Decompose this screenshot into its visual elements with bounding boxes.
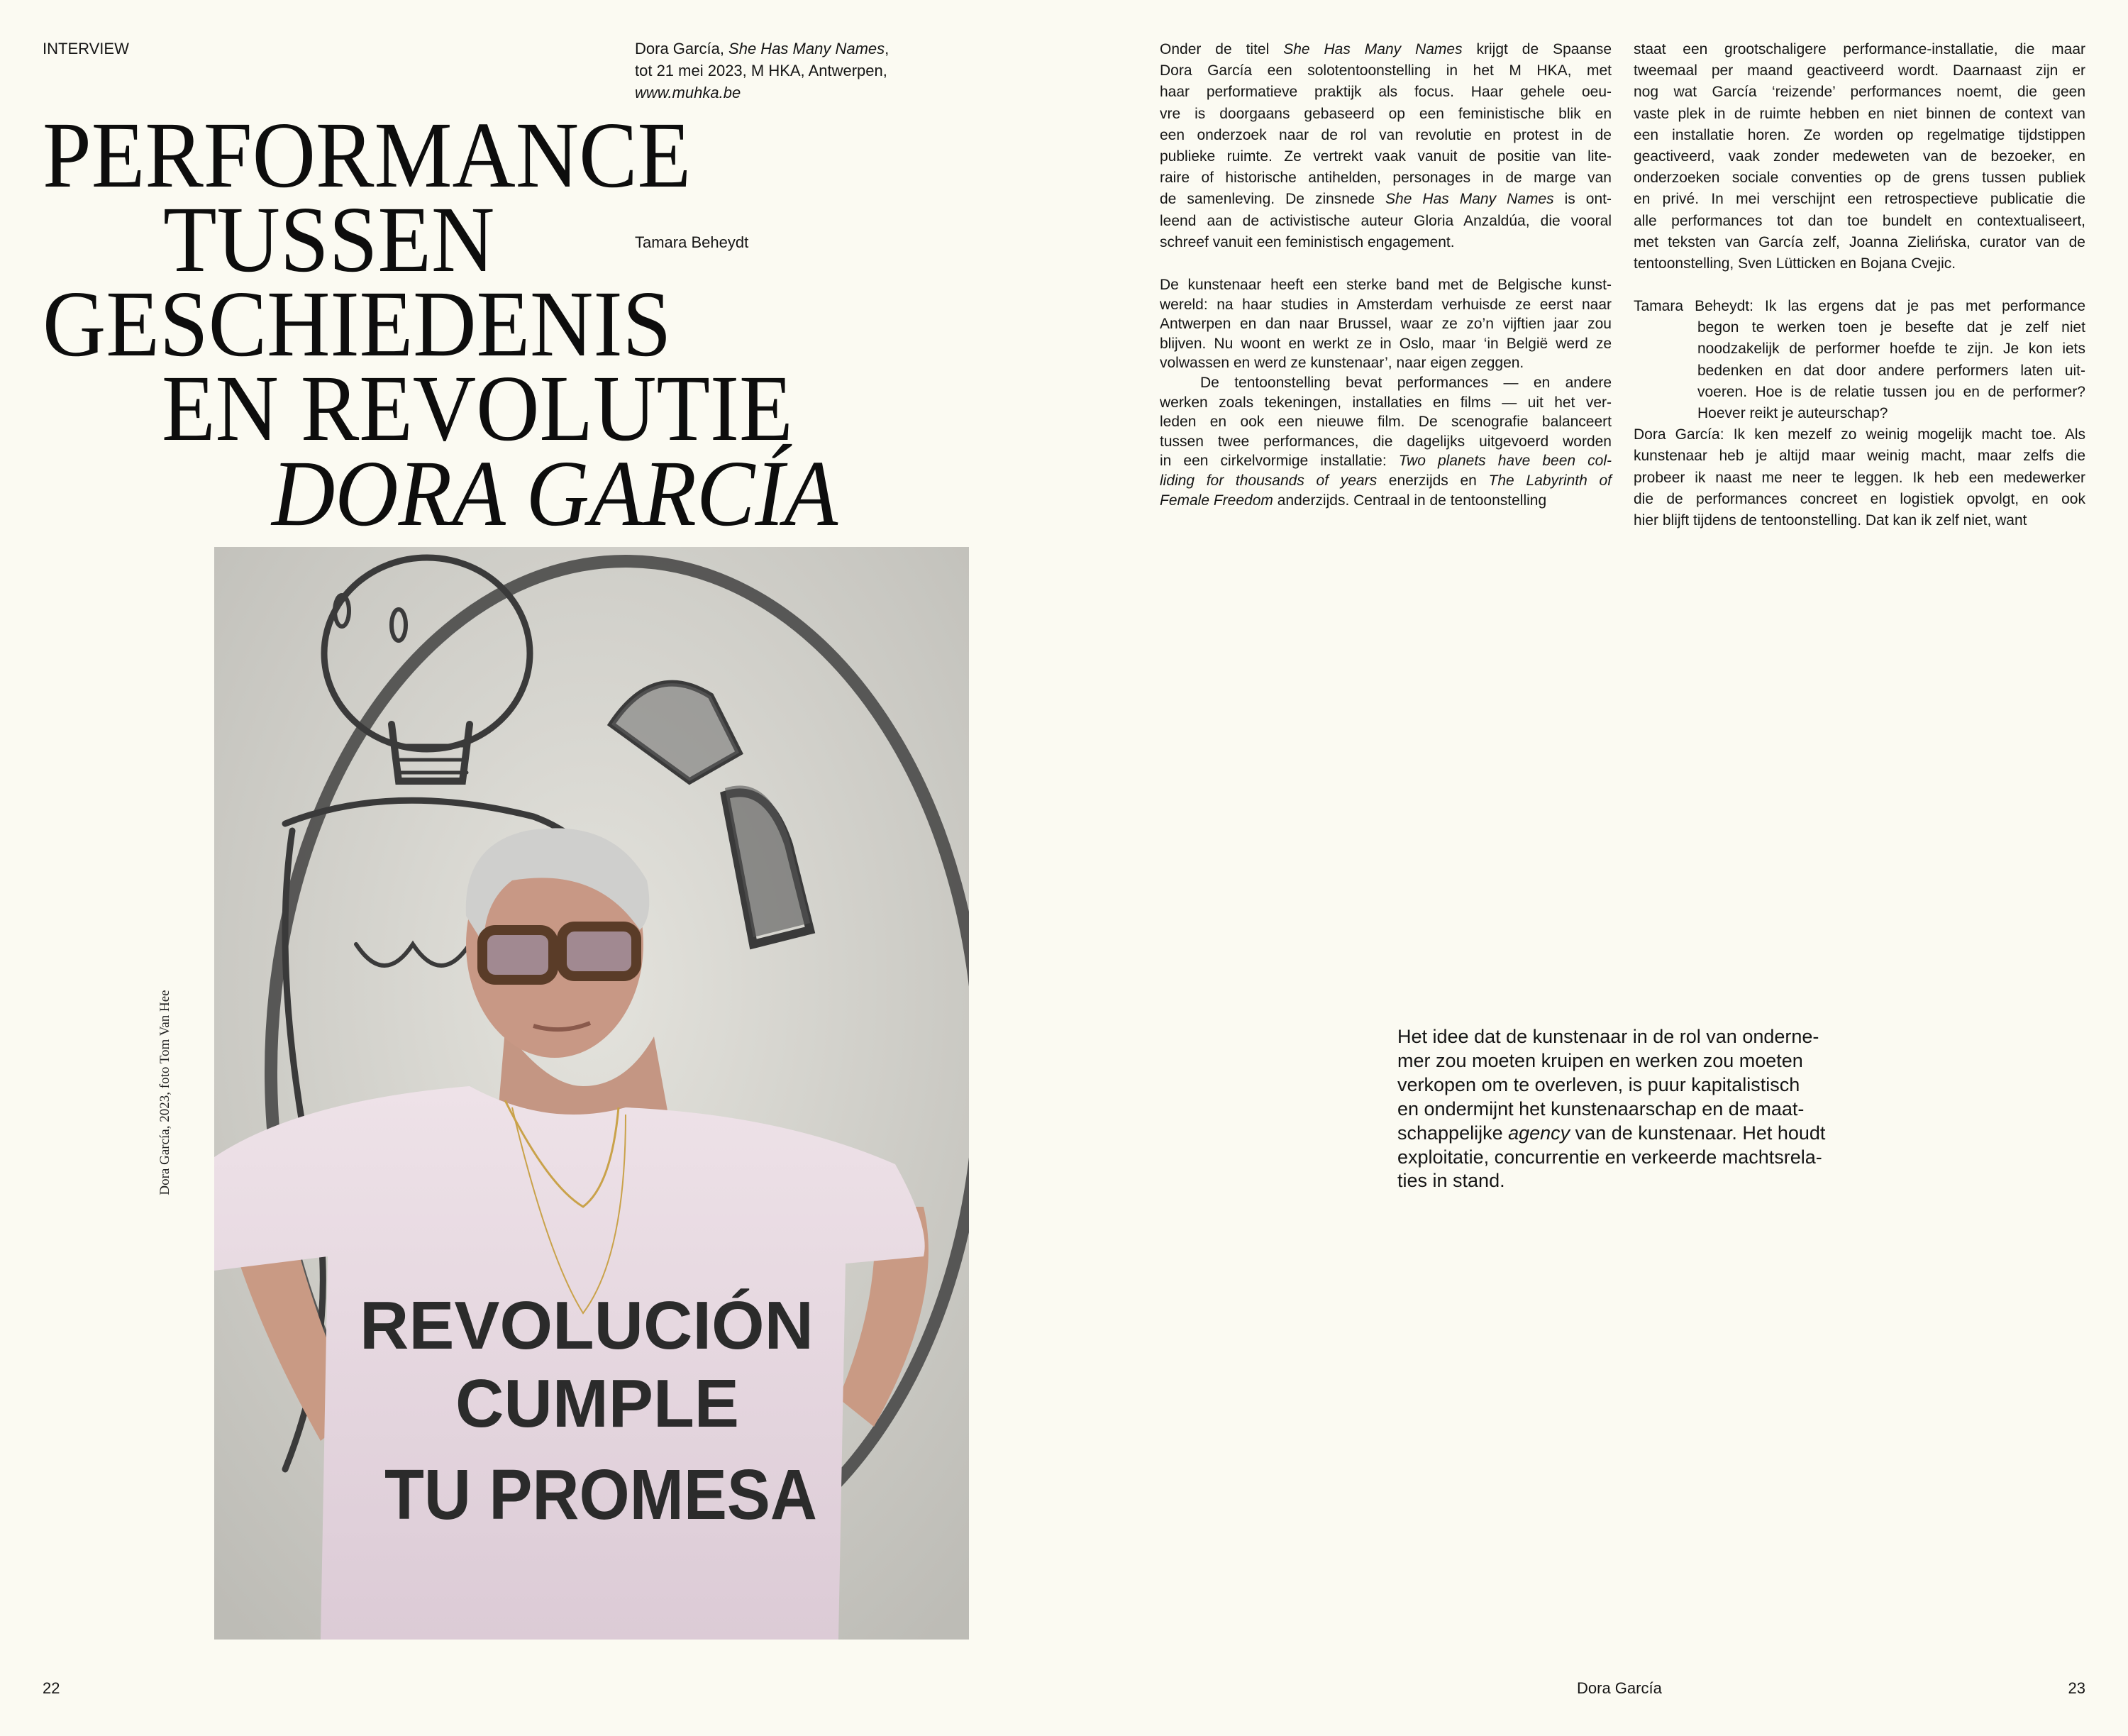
text-segment: een installatie horen. Ze worden op regelmatige tijdstippen — [1634, 126, 2085, 143]
text-segment: tweemaal per maand geactiveerd wordt. Daarnaast zijn er — [1634, 62, 2085, 79]
text-line — [1634, 510, 2085, 531]
text-segment: haar performatieve praktijk als focus. Haar gehele oeu- — [1160, 84, 1612, 101]
text-segment: verkopen om te overleven, is puur kapitalistisch — [1397, 1073, 1800, 1095]
text-segment: geactiveerd, vaak zonder medeweten van de bezoeker, en — [1634, 148, 2085, 165]
paragraph — [1160, 275, 1612, 373]
byline: Tamara Beheydt — [635, 233, 749, 251]
text-segment: noodzakelijk de performer hoefde te zijn. Je kon iets — [1697, 341, 2085, 358]
text-segment: mer zou moeten kruipen en werken zou moeten — [1397, 1049, 1803, 1071]
text-segment: ties in stand. — [1397, 1170, 1505, 1192]
text-segment: exploitatie, concurrentie en verkeerde machtsrela- — [1397, 1146, 1822, 1168]
text-line — [1634, 424, 2085, 446]
text-segment: raire of historische antihelden, personages in de marge van — [1160, 170, 1612, 187]
text-line — [1160, 211, 1612, 232]
section-label: INTERVIEW — [43, 40, 129, 57]
text-line — [1397, 1073, 1894, 1098]
text-line — [1160, 60, 1612, 82]
text-segment: Het idee dat de kunstenaar in de rol van onderne- — [1397, 1026, 1819, 1047]
text-line — [1160, 146, 1612, 167]
text-line — [1634, 189, 2085, 210]
italic-text: Two planets have been col- — [1398, 453, 1612, 470]
text-segment: Onder de titel — [1160, 41, 1284, 57]
text-line — [1160, 471, 1612, 491]
italic-text: agency — [1508, 1122, 1570, 1144]
caption-website-link[interactable]: www.muhka.be — [635, 84, 741, 101]
pull-quote — [1397, 1025, 1894, 1193]
text-line — [1160, 39, 1612, 60]
text-segment: begon te werken toen je besefte dat je zelf niet — [1697, 319, 2085, 336]
running-title: Dora García — [1577, 1679, 1662, 1697]
text-segment: alle performances tot dan toe bundelt en contextualiseert, — [1634, 212, 2085, 229]
text-line — [1160, 334, 1612, 354]
text-segment: de samenleving. De zinsnede — [1160, 191, 1386, 208]
text-segment: is ont- — [1553, 191, 1612, 208]
interview-exchange — [1634, 296, 2085, 531]
text-segment: tentoonstelling, Sven Lütticken en Bojana Cvejic. — [1634, 255, 1956, 272]
photo-credit: Dora García, 2023, foto Tom Van Hee — [157, 990, 172, 1195]
text-segment: publieke ruimte. Ze vertrekt vaak vanuit de positie van lite- — [1160, 148, 1612, 165]
text-segment: schreef vanuit een feministisch engagement. — [1160, 233, 1455, 250]
text-segment: Antwerpen en dan naar Brussel, waar ze zo’n vijftien jaar zou — [1160, 316, 1612, 333]
text-line — [1160, 314, 1612, 334]
text-segment: blijven. Nu woont en werkt ze in Oslo, maar ‘in België werd ze — [1160, 335, 1612, 352]
text-line — [1634, 104, 2085, 125]
text-line — [1160, 167, 1612, 189]
text-line — [1634, 296, 2085, 317]
page-number-right: 23 — [2068, 1679, 2085, 1697]
text-segment: leden en ook een nieuwe film. De scenografie balanceert — [1160, 414, 1612, 431]
text-segment: voeren. Hoe is de relatie tussen jou en de performer? — [1697, 383, 2085, 400]
text-segment: anderzijds. Centraal in de tentoonstelling — [1273, 492, 1547, 509]
caption-comma: , — [885, 40, 890, 57]
text-segment: van de kunstenaar. Het houdt — [1570, 1122, 1826, 1144]
text-line — [1634, 146, 2085, 167]
title-line: PERFORMANCE — [43, 102, 692, 207]
text-line — [1634, 167, 2085, 189]
text-line — [1634, 382, 2085, 403]
text-line — [1160, 412, 1612, 432]
text-segment: enerzijds en — [1377, 472, 1489, 489]
text-line — [1160, 275, 1612, 295]
text-line — [1634, 60, 2085, 82]
exhibition-caption — [635, 38, 1004, 104]
text-segment: De tentoonstelling bevat performances — en andere — [1200, 374, 1612, 391]
paragraph — [1634, 39, 2085, 275]
text-segment: Dora García: Ik ken mezelf zo weinig mogelijk macht toe. Als — [1634, 426, 2085, 443]
text-segment: onderzoeken sociale conventies op de grens tussen publiek — [1634, 170, 2085, 187]
portrait-illustration — [214, 547, 969, 1640]
text-line — [1160, 432, 1612, 452]
italic-text: The Labyrinth of — [1488, 472, 1612, 489]
text-segment: met teksten van García zelf, Joanna Zielińska, curator van de — [1634, 233, 2085, 250]
text-line — [1397, 1025, 1894, 1049]
title-line: GESCHIEDENIS — [43, 271, 672, 376]
text-line — [1160, 373, 1612, 393]
text-segment: probeer ik naast me neer te leggen. Ik heb een medewerker — [1634, 469, 2085, 486]
text-line — [1160, 125, 1612, 146]
title-line: EN REVOLUTIE — [162, 355, 793, 460]
italic-text: liding for thousands of years — [1160, 472, 1378, 489]
text-segment: leend aan de activistische auteur Gloria Anzaldúa, die vooral — [1160, 212, 1612, 229]
text-column-2 — [1634, 39, 2085, 275]
caption-artist: Dora García, — [635, 40, 729, 57]
page-number-left: 22 — [43, 1679, 60, 1697]
text-segment: kunstenaar heb je altijd maar weinig macht, maar zelfs die — [1634, 448, 2085, 465]
text-segment: in een cirkelvormige installatie: — [1160, 453, 1399, 470]
text-line — [1397, 1049, 1894, 1073]
text-segment: hier blijft tijdens de tentoonstelling. Dat kan ik zelf niet, want — [1634, 512, 2027, 529]
text-line — [1160, 104, 1612, 125]
text-line — [1634, 232, 2085, 253]
text-segment: vaste plek in de ruimte hebben en niet binnen de context van — [1634, 105, 2085, 122]
text-segment: wereld: na haar studies in Amsterdam verhuisde ze eerst naar — [1160, 296, 1612, 313]
text-segment: die de performances concreet en logistiek opvolgt, en ook — [1634, 490, 2085, 507]
italic-text: She Has Many Names — [1283, 41, 1463, 57]
text-line — [1634, 446, 2085, 467]
text-segment: Hoever reikt je auteurschap? — [1697, 405, 1888, 422]
text-segment: en privé. In mei verschijnt een retrospectieve publicatie die — [1634, 191, 2085, 208]
text-segment: Tamara Beheydt: Ik las ergens dat je pas met performance — [1634, 298, 2085, 314]
text-line — [1634, 468, 2085, 489]
italic-text: Female Freedom — [1160, 492, 1273, 509]
paragraph — [1160, 39, 1612, 253]
text-line — [1160, 232, 1612, 253]
text-line — [1634, 82, 2085, 103]
text-column-1 — [1160, 39, 1612, 253]
text-segment: staat een grootschaligere performance-installatie, die maar — [1634, 41, 2085, 57]
text-segment: werken zoals tekeningen, installaties en films — uit het ver- — [1160, 394, 1612, 411]
text-column-1-continued — [1160, 275, 1612, 510]
text-line — [1634, 338, 2085, 360]
text-segment: een onderzoek naar de rol van revolutie en protest in de — [1160, 126, 1612, 143]
italic-text: She Has Many Names — [1385, 191, 1554, 208]
interview-question — [1634, 296, 2085, 424]
text-line — [1160, 451, 1612, 471]
caption-exhibition-title: She Has Many Names — [728, 40, 885, 57]
text-line — [1634, 211, 2085, 232]
text-line — [1634, 39, 2085, 60]
portrait-photo — [214, 547, 969, 1640]
text-line — [1634, 403, 2085, 424]
text-line — [1160, 82, 1612, 103]
text-line — [1397, 1146, 1894, 1170]
text-segment: volwassen en werd ze kunstenaar’, naar eigen zeggen. — [1160, 355, 1524, 372]
shirt-text-line: REVOLUCIÓN — [360, 1288, 814, 1364]
text-line — [1160, 353, 1612, 373]
text-segment: Dora García een solotentoonstelling in het M HKA, met — [1160, 62, 1612, 79]
text-segment: bedenken en dat door andere performers laten uit- — [1697, 362, 2085, 379]
text-segment: tussen twee performances, die dagelijks uitgevoerd worden — [1160, 433, 1612, 450]
paragraph — [1160, 373, 1612, 510]
text-line — [1634, 125, 2085, 146]
text-line — [1397, 1122, 1894, 1146]
text-line — [1634, 360, 2085, 382]
text-line — [1160, 189, 1612, 210]
text-line — [1160, 393, 1612, 413]
shirt-text-line: TU PROMESA — [384, 1455, 817, 1535]
text-line — [1634, 317, 2085, 338]
text-segment: schappelijke — [1397, 1122, 1509, 1144]
caption-dates-venue: tot 21 mei 2023, M HKA, Antwerpen, — [635, 62, 887, 79]
text-line — [1160, 295, 1612, 315]
text-line — [1397, 1098, 1894, 1122]
text-segment: vre is doorgaans gebaseerd op een feministische blik en — [1160, 105, 1612, 122]
text-segment: De kunstenaar heeft een sterke band met de Belgische kunst- — [1160, 277, 1612, 293]
text-segment: nog wat García ‘reizende’ performances noemt, die geen — [1634, 84, 2085, 101]
title-subject: DORA GARCÍA — [272, 441, 838, 546]
shirt-text-line: CUMPLE — [455, 1366, 739, 1442]
text-segment: en ondermijnt het kunstenaarschap en de maat- — [1397, 1098, 1805, 1119]
text-line — [1634, 489, 2085, 510]
title-line: TUSSEN — [163, 187, 495, 292]
text-line — [1397, 1169, 1894, 1193]
text-line — [1634, 253, 2085, 275]
text-line — [1160, 491, 1612, 511]
interview-answer — [1634, 424, 2085, 531]
text-segment: krijgt de Spaanse — [1462, 41, 1612, 57]
